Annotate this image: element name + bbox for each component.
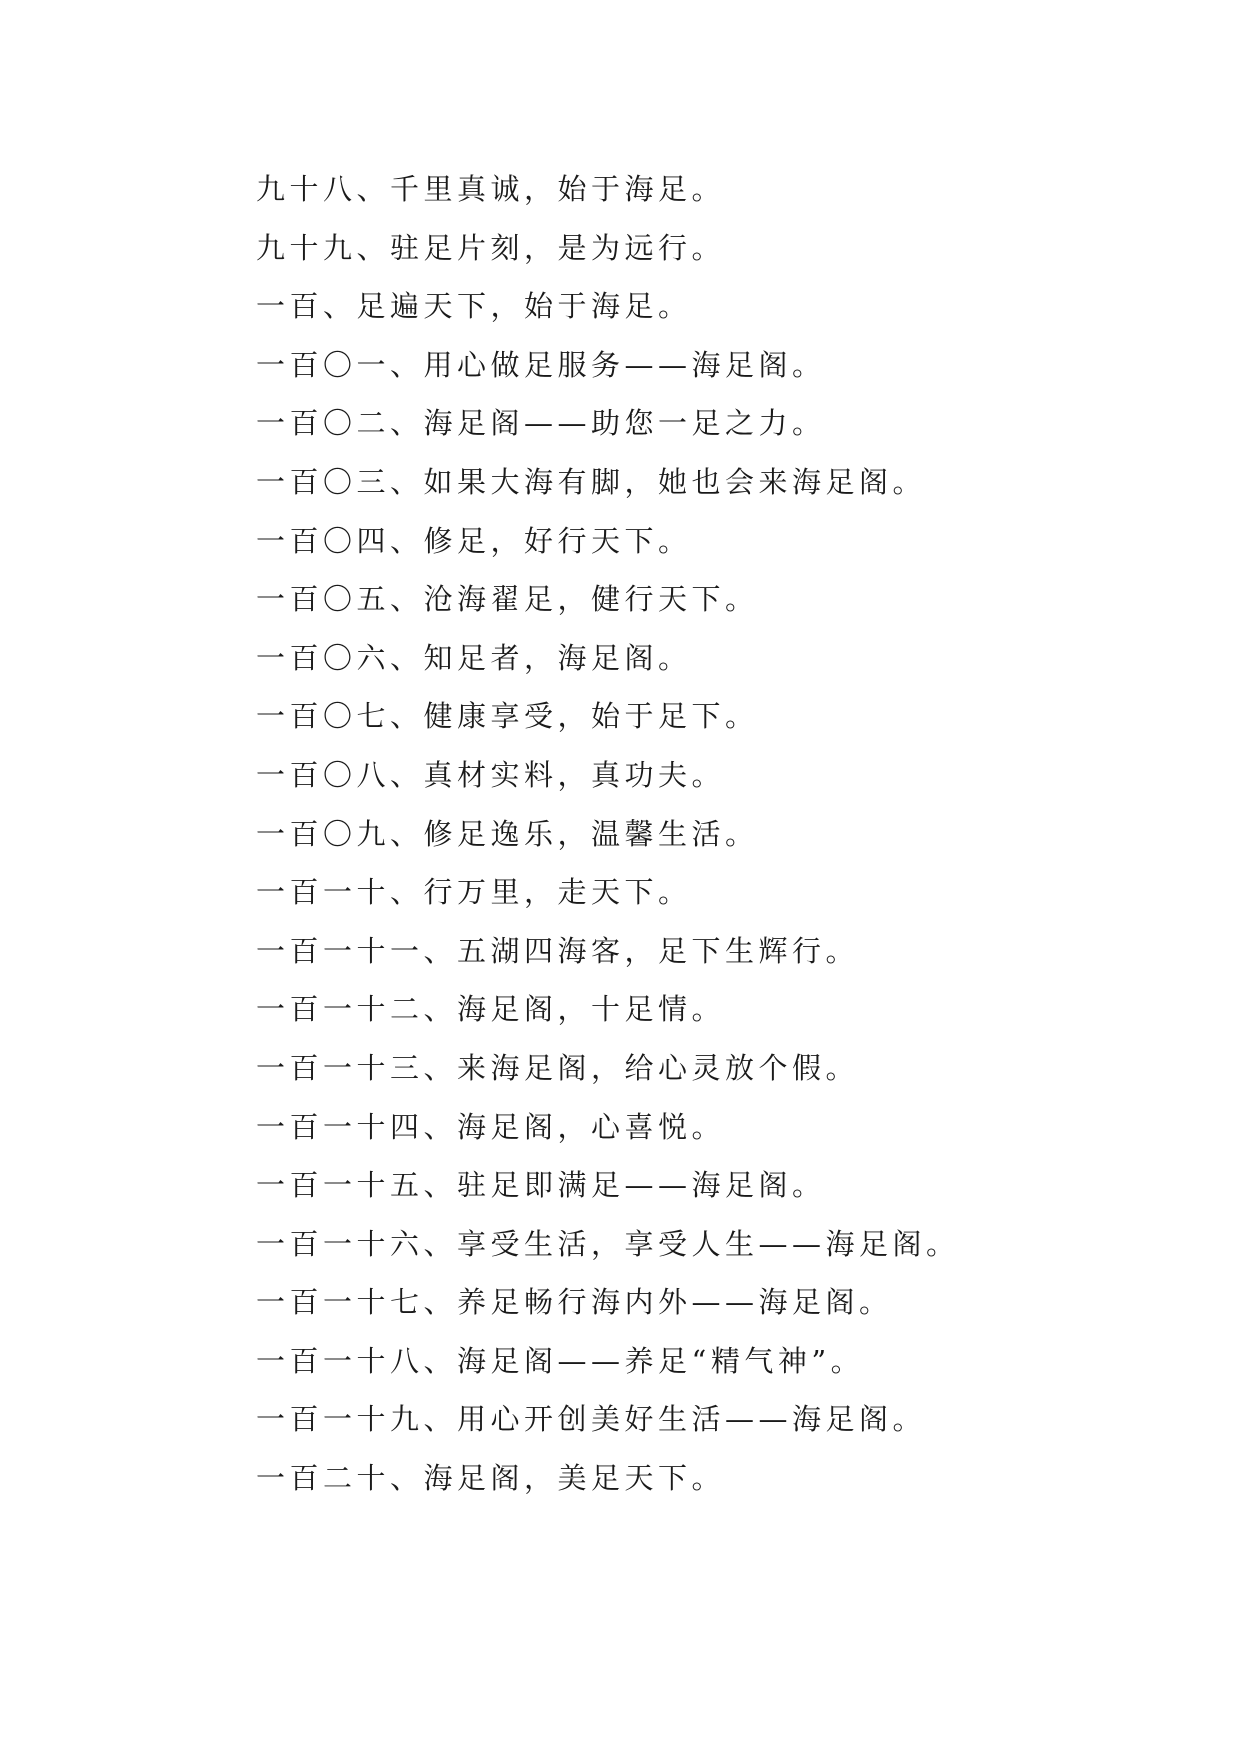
slogan-line-103: 一百〇三、如果大海有脚，她也会来海足阁。 xyxy=(256,464,927,499)
slogan-line-119: 一百一十九、用心开创美好生活——海足阁。 xyxy=(256,1402,927,1437)
slogan-line-110: 一百一十、行万里，走天下。 xyxy=(256,875,692,910)
slogan-line-102: 一百〇二、海足阁——助您一足之力。 xyxy=(256,406,826,441)
slogan-line-107: 一百〇七、健康享受，始于足下。 xyxy=(256,699,759,734)
slogan-line-117: 一百一十七、养足畅行海内外——海足阁。 xyxy=(256,1285,893,1320)
slogan-line-114: 一百一十四、海足阁，心喜悦。 xyxy=(256,1109,726,1144)
slogan-list xyxy=(256,160,1156,1508)
slogan-line-116: 一百一十六、享受生活，享受人生——海足阁。 xyxy=(256,1226,960,1261)
slogan-line-98: 九十八、千里真诚，始于海足。 xyxy=(256,172,726,206)
slogan-line-105: 一百〇五、沧海翟足，健行天下。 xyxy=(256,582,759,617)
slogan-line-113: 一百一十三、来海足阁，给心灵放个假。 xyxy=(256,1050,860,1085)
slogan-line-108: 一百〇八、真材实料，真功夫。 xyxy=(256,757,726,792)
slogan-line-104: 一百〇四、修足，好行天下。 xyxy=(256,523,692,558)
slogan-line-99: 九十九、驻足片刻，是为远行。 xyxy=(256,230,726,265)
slogan-line-115: 一百一十五、驻足即满足——海足阁。 xyxy=(256,1168,826,1203)
slogan-line-118: 一百一十八、海足阁——养足“精气神”。 xyxy=(256,1343,865,1378)
slogan-line-101: 一百〇一、用心做足服务——海足阁。 xyxy=(256,347,826,382)
slogan-line-109: 一百〇九、修足逸乐，温馨生活。 xyxy=(256,816,759,851)
slogan-line-112: 一百一十二、海足阁，十足情。 xyxy=(256,992,726,1027)
slogan-line-100: 一百、足遍天下，始于海足。 xyxy=(256,289,692,324)
slogan-line-106: 一百〇六、知足者，海足阁。 xyxy=(256,640,692,675)
slogan-line-120: 一百二十、海足阁，美足天下。 xyxy=(256,1461,726,1496)
slogan-line-111: 一百一十一、五湖四海客，足下生辉行。 xyxy=(256,933,860,968)
